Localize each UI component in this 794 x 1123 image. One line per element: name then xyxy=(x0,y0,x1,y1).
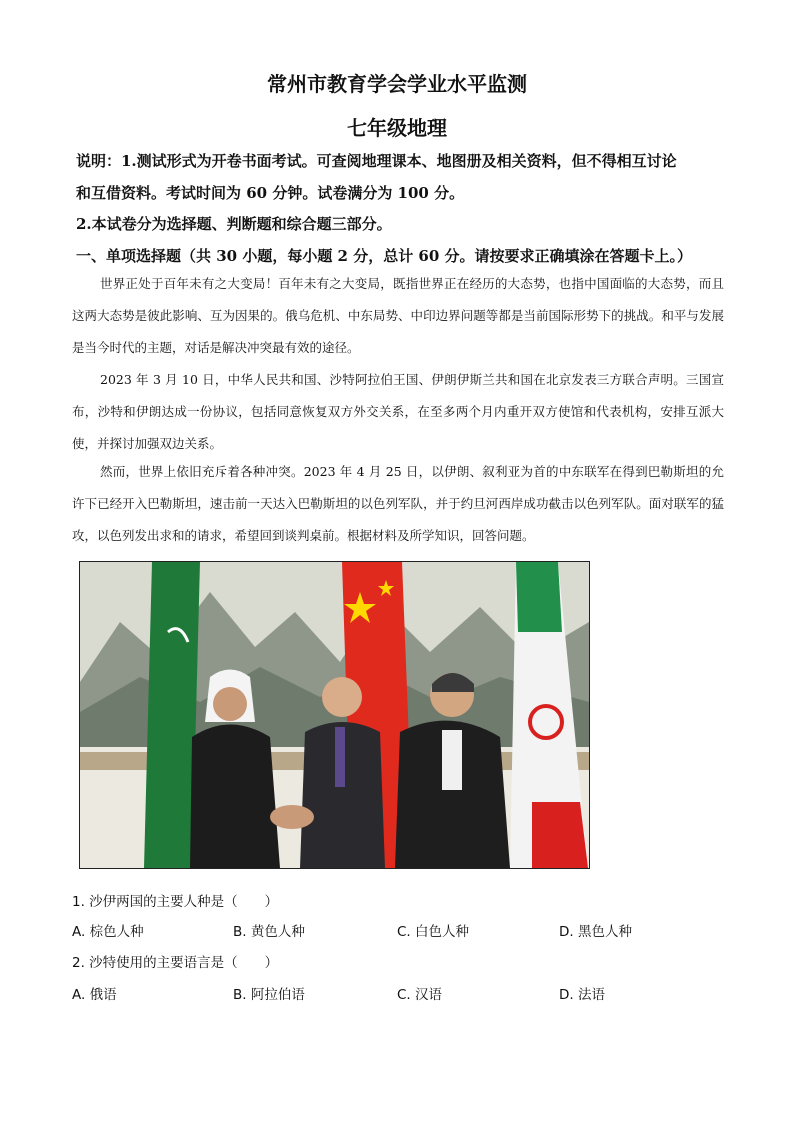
instructions-line-1: 说明：1.测试形式为开卷书面考试。可查阅地理课本、地图册及相关资料，但不得相互讨论 xyxy=(76,152,677,170)
exam-title: 常州市教育学会学业水平监测 xyxy=(267,72,527,96)
passage-paragraph-1: 世界正处于百年未有之大变局！百年未有之大变局，既指世界正在经历的大态势，也指中国面临的大态势，而且这两大态势是彼此影响、互为因果的。俄乌危机、中东局势、中印边界问题等都是当前国际形势下的挑战。和平与发展是当今时代的主题，对话是解决冲突最有效的途径。 xyxy=(72,276,724,355)
section-heading: 一、单项选择题（共 30 小题，每小题 2 分，总计 60 分。请按要求正确填涂在答题卡上。） xyxy=(76,247,693,265)
q2-option-a[interactable]: A. 俄语 xyxy=(72,987,117,1003)
q1-option-c[interactable]: C. 白色人种 xyxy=(397,924,470,940)
question-2: 2. 沙特使用的主要语言是（ ） xyxy=(72,955,279,971)
q1-option-d[interactable]: D. 黑色人种 xyxy=(559,924,632,940)
question-1: 1. 沙伊两国的主要人种是（ ） xyxy=(72,894,279,910)
exam-subtitle: 七年级地理 xyxy=(347,116,447,140)
instructions-line-2: 和互借资料。考试时间为 60 分钟。试卷满分为 100 分。 xyxy=(76,184,465,202)
news-photo xyxy=(79,561,590,869)
passage-paragraph-3: 然而，世界上依旧充斥着各种冲突。2023 年 4 月 25 日，以伊朗、叙利亚为首的中东联军在得到巴勒斯坦的允许下已经开入巴勒斯坦，速击前一天达入巴勒斯坦的以色列军队，并于约旦河西岸成功截击以色列军队。面对联军的猛攻，以色列发出求和的请求，希望回到谈判桌前。根据材料及所学知识，回答问题。 xyxy=(72,464,724,543)
passage-paragraph-2: 2023 年 3 月 10 日，中华人民共和国、沙特阿拉伯王国、伊朗伊斯兰共和国在北京发表三方联合声明。三国宣布，沙特和伊朗达成一份协议，包括同意恢复双方外交关系，在至多两个月内重开双方使馆和代表机构，安排互派大使，并探讨加强双边关系。 xyxy=(72,372,724,451)
q2-option-b[interactable]: B. 阿拉伯语 xyxy=(233,987,305,1003)
q1-option-b[interactable]: B. 黄色人种 xyxy=(233,924,305,940)
q2-option-c[interactable]: C. 汉语 xyxy=(397,987,443,1003)
q1-option-a[interactable]: A. 棕色人种 xyxy=(72,924,144,940)
instructions-line-3: 2.本试卷分为选择题、判断题和综合题三部分。 xyxy=(76,215,392,233)
q2-option-d[interactable]: D. 法语 xyxy=(559,987,605,1003)
